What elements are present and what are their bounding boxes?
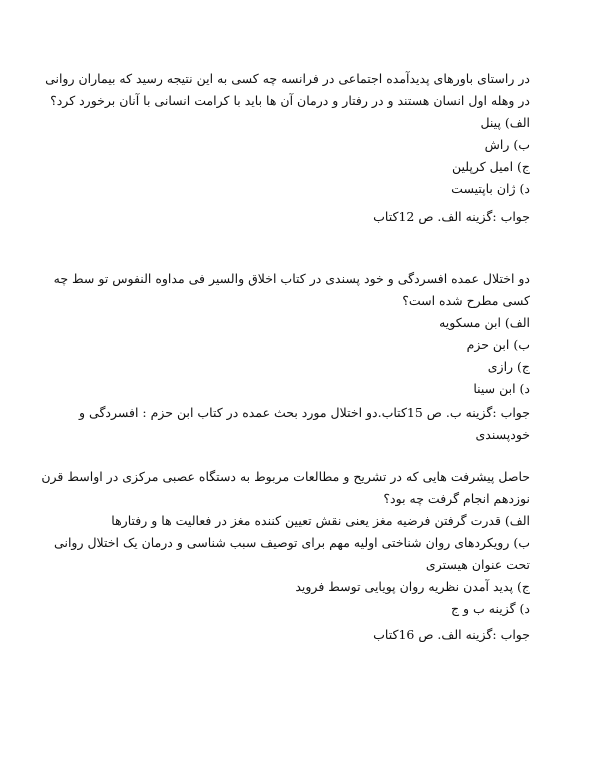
question-text: دو اختلال عمده افسردگی و خود پسندی در کتاب اخلاق والسیر فی مداوه النفوس تو سط چه کسی مطرح شده است؟ bbox=[53, 271, 530, 308]
option-d: د) ابن سینا bbox=[473, 381, 530, 396]
option-b: ب) رویکردهای روان شناختی اولیه مهم برای توصیف سبب شناسی و درمان یک اختلال روانی تحت عنوان هیستری bbox=[54, 535, 530, 572]
question-2 bbox=[40, 268, 530, 400]
option-c: ج) رازی bbox=[487, 359, 530, 374]
answer-1: جواب :گزینه الف. ص 12کتاب bbox=[373, 209, 530, 224]
option-d: د) گزینه ب و ج bbox=[450, 601, 530, 616]
option-c: ج) پدید آمدن نظریه روان پویایی توسط فروید bbox=[295, 579, 530, 594]
option-b: ب) ابن حزم bbox=[466, 337, 530, 352]
question-1 bbox=[40, 68, 530, 200]
answer-2: جواب :گزینه ب. ص 15کتاب.دو اختلال مورد بحث عمده در کتاب ابن حزم : افسردگی و خودپسندی bbox=[79, 405, 530, 442]
question-text: حاصل پیشرفت هایی که در تشریح و مطالعات مربوط به دستگاه عصبی مرکزی در اواسط قرن نوزدهم انجام گرفت چه بود؟ bbox=[41, 469, 530, 506]
option-a: الف) ابن مسکویه bbox=[439, 315, 530, 330]
option-a: الف) قدرت گرفتن فرضیه مغز یعنی نقش تعیین کننده مغز در فعالیت ها و رفتارها bbox=[111, 513, 530, 528]
question-text: در راستای باورهای پدیدآمده اجتماعی در فرانسه چه کسی به این نتیجه رسید که بیماران روانی در وهله اول انسان هستند و در رفتار و درمان آن ها باید با کرامت انسانی با آنان برخورد کرد؟ bbox=[45, 71, 530, 108]
option-b: ب) راش bbox=[484, 137, 530, 152]
option-d: د) ژان باپتیست bbox=[451, 181, 530, 196]
answer-3: جواب :گزینه الف. ص 16کتاب bbox=[373, 627, 530, 642]
option-c: ج) امیل کرپلین bbox=[451, 159, 530, 174]
option-a: الف) پینل bbox=[480, 115, 530, 130]
question-3 bbox=[40, 466, 530, 620]
